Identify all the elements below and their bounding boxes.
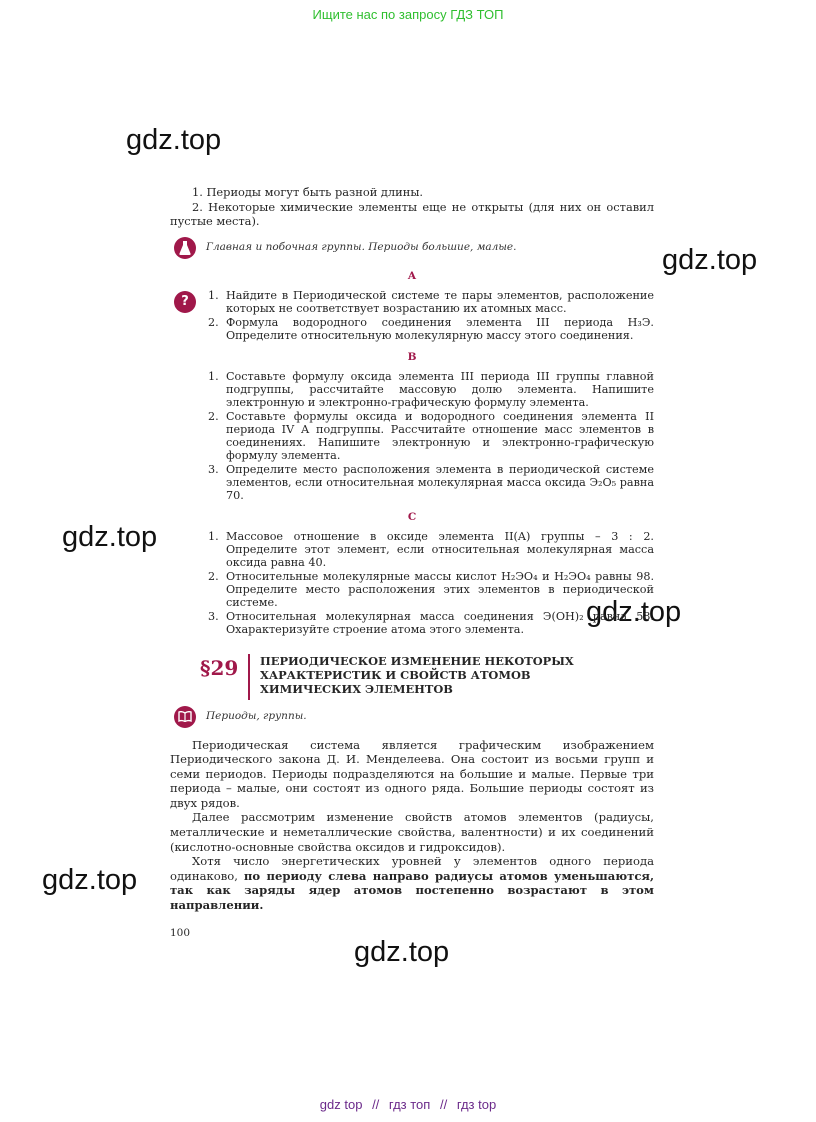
question-item (208, 289, 654, 315)
watermark: gdz.top (586, 596, 682, 628)
section-letter-a: A (407, 269, 417, 282)
keywords-label: Периоды, группы. (206, 709, 307, 722)
keywords-row (170, 706, 654, 730)
question-text: Составьте формулы оксида и водородного соединения элемента II периода IV А подгруппы. Рассчитайте отношение масс элементов в соединениях. Напишите электронную и электронно-графическую формулу элемента. (226, 409, 654, 462)
heading-divider (248, 654, 250, 700)
keywords-label: Главная и побочная группы. Периоды большие, малые. (206, 240, 517, 253)
watermark: gdz.top (62, 521, 158, 553)
footer-link[interactable]: гдз топ (388, 1097, 431, 1112)
footer-links (0, 1097, 816, 1112)
question-item (208, 316, 654, 342)
question-list-a (170, 289, 654, 342)
question-item (208, 463, 654, 502)
keywords-row (170, 237, 654, 261)
intro-line: 2. Некоторые химические элементы еще не открыты (для них он оставил пустые места). (170, 199, 654, 228)
question-text: Массовое отношение в оксиде элемента II(A) группы – 3 : 2. Определите этот элемент, если относительная молекулярная масса оксида равна 40. (226, 529, 654, 569)
question-number: 1. (208, 529, 219, 543)
question-text: Составьте формулу оксида элемента III периода III группы главной подгруппы, рассчитайте массовую долю элемента. Напишите электронную и электронно-графическую формулу элемента. (226, 369, 654, 409)
top-search-link[interactable]: Ищите нас по запросу ГДЗ ТОП (312, 7, 504, 22)
watermark: gdz.top (126, 124, 222, 156)
question-number: 1. (208, 288, 219, 302)
body-text-bold: по периоду слева направо радиусы атомов уменьшаются, так как заряды ядер атомов постепенно возрастают в этом направлении. (170, 868, 654, 913)
question-text: Формула водородного соединения элемента III периода H₃Э. Определите относительную молекулярную массу этого соединения. (226, 315, 654, 342)
title-line: ХАРАКТЕРИСТИК И СВОЙСТВ АТОМОВ (260, 667, 531, 682)
paragraph-heading (170, 650, 654, 702)
title-line: ХИМИЧЕСКИХ ЭЛЕМЕНТОВ (260, 681, 453, 696)
question-list-c (170, 530, 654, 636)
question-list-b (170, 370, 654, 502)
question-number: 3. (208, 462, 219, 476)
body-paragraph (170, 854, 654, 912)
textbook-page (170, 185, 654, 940)
title-line: ПЕРИОДИЧЕСКОЕ ИЗМЕНЕНИЕ НЕКОТОРЫХ (260, 653, 574, 668)
book-icon (174, 706, 196, 728)
question-item (208, 530, 654, 569)
question-icon: ? (174, 291, 196, 313)
flask-icon (174, 237, 196, 259)
watermark: gdz.top (662, 244, 758, 276)
question-text: Относительные молекулярные массы кислот H₂ЭO₄ и H₂ЭO₄ равны 98. Определите место расположения этих элементов в периодической системе. (226, 569, 654, 609)
watermark: gdz.top (42, 864, 138, 896)
footer-separator: // (372, 1097, 380, 1112)
body-text (170, 738, 654, 913)
footer-link[interactable]: гдз top (456, 1097, 497, 1112)
page-number: 100 (170, 926, 191, 939)
footer-separator: // (439, 1097, 448, 1112)
question-number: 3. (208, 609, 219, 623)
section-letter-b: B (407, 350, 417, 363)
intro-text (170, 185, 654, 229)
question-number: 2. (208, 569, 219, 583)
paragraph-number: §29 (200, 655, 239, 680)
question-item (208, 370, 654, 409)
body-paragraph: Периодическая система является графическим изображением Периодического закона Д. И. Менделеева. Она состоит из восьми групп и семи периодов. Периоды подразделяются на большие и малые. Первые три периода – малые, они состоят из одного ряда. Большие периоды состоят из двух рядов. (170, 737, 654, 810)
question-text: Относительная молекулярная масса соединения Э(OH)₂ равна 58. Охарактеризуйте строение атома этого элемента. (226, 609, 654, 636)
question-item (208, 610, 654, 636)
question-item (208, 410, 654, 462)
body-paragraph: Далее рассмотрим изменение свойств атомов элементов (радиусы, металлические и неметаллические свойства, валентности) и их соединений (кислотно-основные свойства оксидов и гидроксидов). (170, 810, 654, 854)
question-text: Определите место расположения элемента в периодической системе элементов, если относительная молекулярная масса оксида Э₂O₅ равна 70. (226, 462, 654, 502)
paragraph-title (260, 654, 574, 696)
question-number: 2. (208, 315, 219, 329)
question-number: 2. (208, 409, 219, 423)
watermark: gdz.top (354, 936, 450, 968)
body-text-normal: Хотя число энергетических уровней у элементов одного периода одинаково, (170, 854, 654, 883)
section-letter-c: C (407, 510, 417, 523)
question-text: Найдите в Периодической системе те пары элементов, расположение которых не соответствует возрастанию их атомных масс. (226, 288, 654, 315)
footer-link[interactable]: gdz top (319, 1097, 363, 1112)
intro-line: 1. Периоды могут быть разной длины. (192, 185, 424, 199)
question-number: 1. (208, 369, 219, 383)
question-item (208, 570, 654, 609)
